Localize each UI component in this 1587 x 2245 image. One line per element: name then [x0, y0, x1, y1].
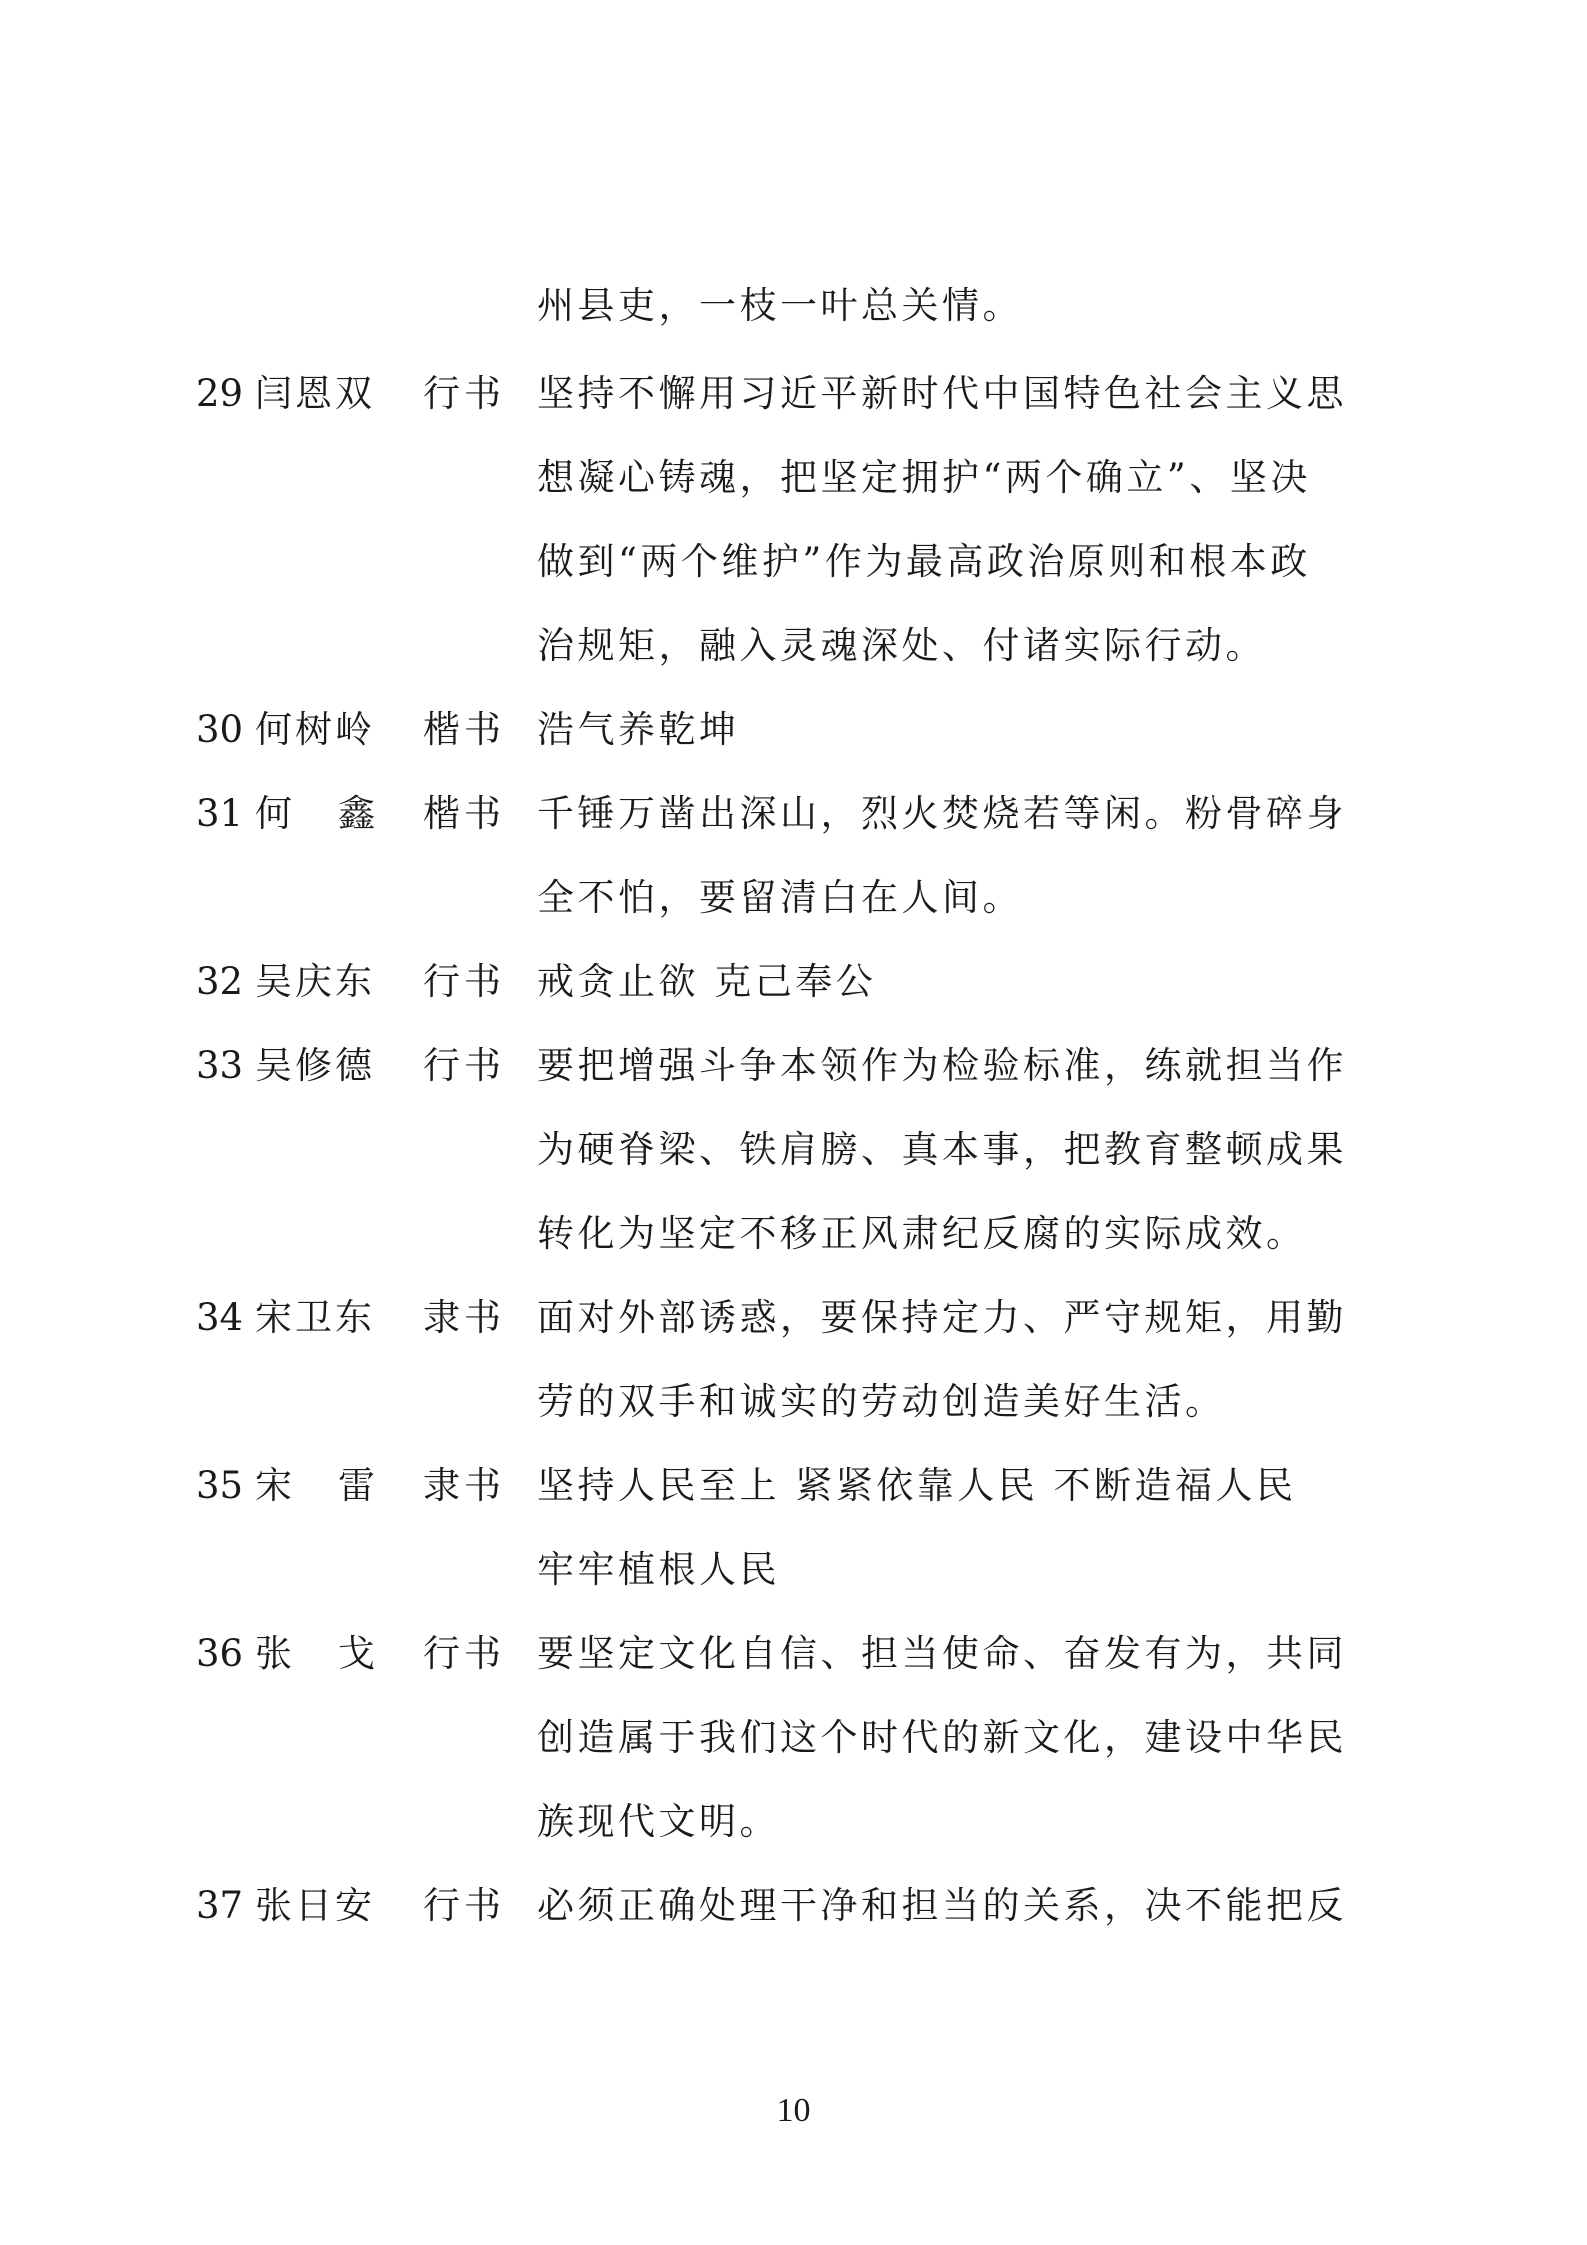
entry-script-style: 行书: [423, 1884, 505, 1927]
entry-content-line: 必须正确处理干净和担当的关系，决不能把反: [537, 1884, 1347, 1927]
entry-number: 37: [196, 1884, 244, 1927]
entry-number: 29: [196, 372, 244, 415]
entry-author-name: 张日安: [255, 1884, 375, 1927]
page-number: 10: [776, 2092, 811, 2129]
entry-content-line: 州县吏，一枝一叶总关情。: [537, 284, 1023, 327]
entry-script-style: 楷书: [423, 792, 505, 835]
entry-content-line: 面对外部诱惑，要保持定力、严守规矩，用勤: [537, 1296, 1347, 1339]
entry-content-line: 转化为坚定不移正风肃纪反腐的实际成效。: [537, 1212, 1307, 1255]
entry-author-name: [255, 1624, 375, 1684]
entry-content-line: 浩气养乾坤: [537, 708, 740, 751]
entry-author-name: [255, 1456, 375, 1516]
entry-content-line: 戒贪止欲 克己奉公: [537, 960, 877, 1003]
entry-script-style: 行书: [423, 1044, 505, 1087]
entry-number: 31: [196, 792, 244, 835]
entry-content-line: 创造属于我们这个时代的新文化，建设中华民: [537, 1716, 1347, 1759]
entry-number: 32: [196, 960, 244, 1003]
entry-author-name-char: 雷: [338, 1464, 375, 1507]
entry-author-name: 闫恩双: [255, 372, 375, 415]
entry-content-line: 全不怕，要留清白在人间。: [537, 876, 1023, 919]
entry-content-line: 要把增强斗争本领作为检验标准，练就担当作: [537, 1044, 1347, 1087]
entry-author-name-char: 戈: [338, 1632, 375, 1675]
entry-author-name: 吴庆东: [255, 960, 375, 1003]
entry-author-name-char: 鑫: [338, 792, 375, 835]
entry-content-line: 想凝心铸魂，把坚定拥护“两个确立”、坚决: [537, 456, 1311, 499]
entry-author-name-char: 宋: [255, 1464, 292, 1507]
entry-content-line: 千锤万凿出深山，烈火焚烧若等闲。粉骨碎身: [537, 792, 1347, 835]
entry-script-style: 隶书: [423, 1296, 505, 1339]
entry-content-line: 为硬脊梁、铁肩膀、真本事，把教育整顿成果: [537, 1128, 1347, 1171]
entry-content-line: 牢牢植根人民: [537, 1548, 780, 1591]
entry-script-style: 楷书: [423, 708, 505, 751]
entry-author-name-char: 何: [255, 792, 292, 835]
entry-number: 35: [196, 1464, 244, 1507]
entry-content-line: 族现代文明。: [537, 1800, 780, 1843]
entry-number: 33: [196, 1044, 244, 1087]
entry-content-line: 坚持不懈用习近平新时代中国特色社会主义思: [537, 372, 1347, 415]
entry-number: 34: [196, 1296, 244, 1339]
entry-author-name: [255, 784, 375, 844]
entry-script-style: 行书: [423, 960, 505, 1003]
entry-number: 30: [196, 708, 244, 751]
entry-script-style: 隶书: [423, 1464, 505, 1507]
entry-author-name-char: 张: [255, 1632, 292, 1675]
entry-content-line: 坚持人民至上 紧紧依靠人民 不断造福人民: [537, 1464, 1297, 1507]
entry-content-line: 治规矩，融入灵魂深处、付诸实际行动。: [537, 624, 1266, 667]
entry-content-line: 要坚定文化自信、担当使命、奋发有为，共同: [537, 1632, 1347, 1675]
entry-script-style: 行书: [423, 372, 505, 415]
entry-author-name: 吴修德: [255, 1044, 375, 1087]
entry-script-style: 行书: [423, 1632, 505, 1675]
entry-author-name: 何树岭: [255, 708, 375, 751]
entry-content-line: 劳的双手和诚实的劳动创造美好生活。: [537, 1380, 1226, 1423]
entry-number: 36: [196, 1632, 244, 1675]
entry-author-name: 宋卫东: [255, 1296, 375, 1339]
entry-content-line: 做到“两个维护”作为最高政治原则和根本政: [537, 540, 1311, 583]
